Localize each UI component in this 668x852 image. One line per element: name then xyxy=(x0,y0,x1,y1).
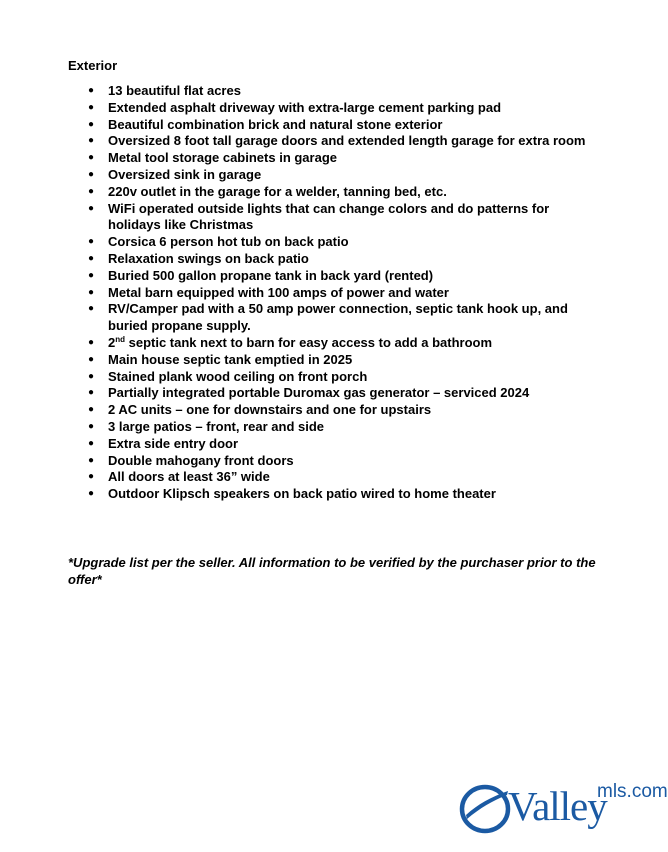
list-item: ● Oversized 8 foot tall garage doors and extended length garage for extra room xyxy=(88,133,593,150)
list-item: ● Extended asphalt driveway with extra-large cement parking pad xyxy=(88,100,593,117)
list-item: ● 3 large patios – front, rear and side xyxy=(88,419,593,436)
list-item: ● 2nd septic tank next to barn for easy access to add a bathroom xyxy=(88,335,593,352)
logo-domain: mls.com xyxy=(597,781,668,802)
list-item: ● Beautiful combination brick and natural stone exterior xyxy=(88,117,593,134)
list-item: ● Oversized sink in garage xyxy=(88,167,593,184)
logo-swoosh-icon xyxy=(458,780,514,836)
list-item: ● RV/Camper pad with a 50 amp power connection, septic tank hook up, and buried propane supply. xyxy=(88,301,593,335)
section-heading: Exterior xyxy=(68,58,118,73)
valleymls-logo xyxy=(458,780,668,836)
list-item: ● Buried 500 gallon propane tank in back yard (rented) xyxy=(88,268,593,285)
list-item: ● Corsica 6 person hot tub on back patio xyxy=(88,234,593,251)
list-item: ● Metal barn equipped with 100 amps of power and water xyxy=(88,285,593,302)
list-item: ● Double mahogany front doors xyxy=(88,453,593,470)
list-item: ● All doors at least 36” wide xyxy=(88,469,593,486)
list-item: ● 220v outlet in the garage for a welder, tanning bed, etc. xyxy=(88,184,593,201)
logo-wordmark: Valley xyxy=(508,783,607,829)
list-item: ● Metal tool storage cabinets in garage xyxy=(88,150,593,167)
list-item: ● Partially integrated portable Duromax gas generator – serviced 2024 xyxy=(88,385,593,402)
list-item: ● Main house septic tank emptied in 2025 xyxy=(88,352,593,369)
list-item: ● Stained plank wood ceiling on front porch xyxy=(88,369,593,386)
list-item: ● WiFi operated outside lights that can change colors and do patterns for holidays like Christmas xyxy=(88,201,593,235)
list-item: ● Extra side entry door xyxy=(88,436,593,453)
list-item: ● Outdoor Klipsch speakers on back patio wired to home theater xyxy=(88,486,593,503)
feature-list xyxy=(88,83,593,503)
list-item: ● 13 beautiful flat acres xyxy=(88,83,593,100)
list-item: ● 2 AC units – one for downstairs and one for upstairs xyxy=(88,402,593,419)
list-item: ● Relaxation swings on back patio xyxy=(88,251,593,268)
disclaimer-note: *Upgrade list per the seller. All information to be verified by the purchaser prior to the offer* xyxy=(68,555,596,587)
